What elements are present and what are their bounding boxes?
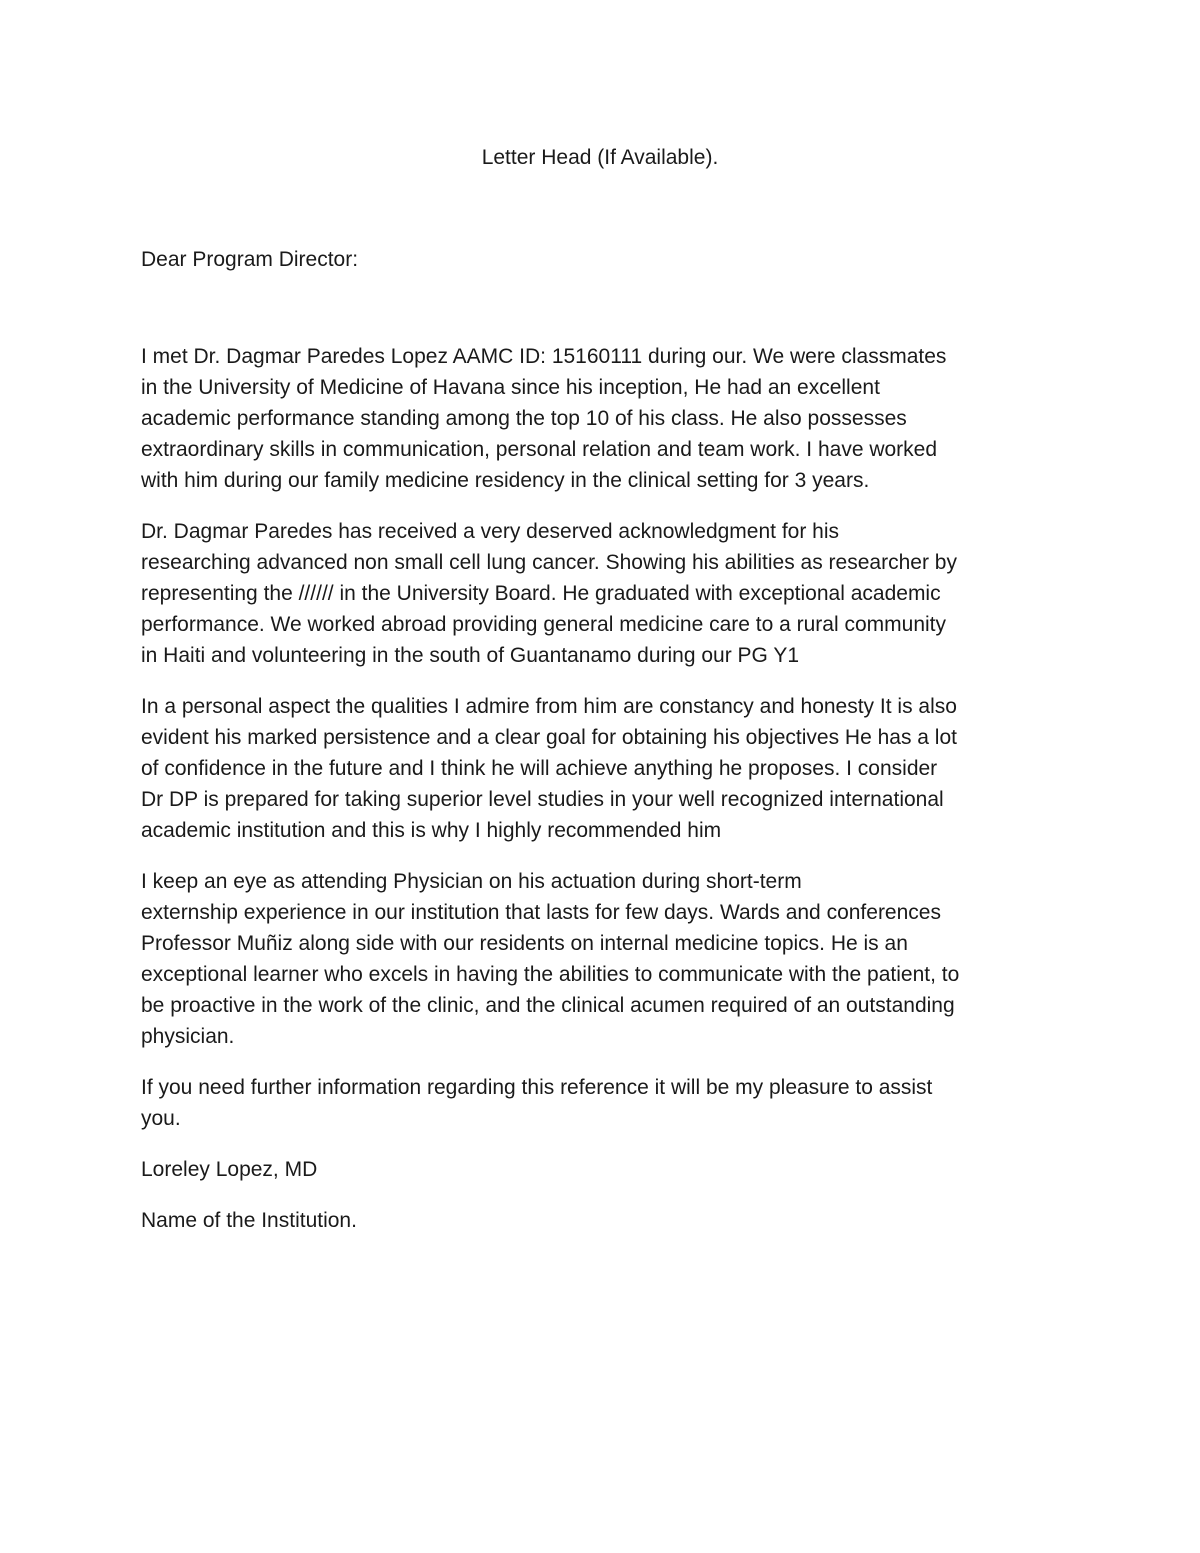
text-line: I met Dr. Dagmar Paredes Lopez AAMC ID: 15160111 during our. We were classmates <box>141 345 947 368</box>
paragraph-externship <box>141 866 1071 1052</box>
text-line: extraordinary skills in communication, personal relation and team work. I have worked <box>141 438 938 461</box>
text-line: representing the ////// in the University Board. He graduated with exceptional academic <box>141 582 941 605</box>
text-line: performance. We worked abroad providing general medicine care to a rural community <box>141 613 947 636</box>
paragraph-closing <box>141 1072 1071 1134</box>
text-line: externship experience in our institution that lasts for few days. Wards and conferences <box>141 901 941 924</box>
salutation: Dear Program Director: <box>141 248 359 271</box>
text-line: If you need further information regarding this reference it will be my pleasure to assist <box>141 1076 933 1099</box>
text-line: evident his marked persistence and a clear goal for obtaining his objectives He has a lot <box>141 726 957 749</box>
text-line: with him during our family medicine residency in the clinical setting for 3 years. <box>141 469 870 492</box>
text-line: physician. <box>141 1025 235 1048</box>
institution-name <box>141 1205 1071 1236</box>
text-line: you. <box>141 1107 181 1130</box>
paragraph-introduction <box>141 341 1071 496</box>
text-line: Professor Muñiz along side with our residents on internal medicine topics. He is an <box>141 932 908 955</box>
text-line: Dr DP is prepared for taking superior level studies in your well recognized international <box>141 788 944 811</box>
text-line: academic performance standing among the top 10 of his class. He also possesses <box>141 407 907 430</box>
text-line: of confidence in the future and I think he will achieve anything he proposes. I consider <box>141 757 938 780</box>
text-line: Dr. Dagmar Paredes has received a very deserved acknowledgment for his <box>141 520 840 543</box>
text-line: in Haiti and volunteering in the south of Guantanamo during our PG Y1 <box>141 644 800 667</box>
text-line: Loreley Lopez, MD <box>141 1158 318 1181</box>
text-line: exceptional learner who excels in having the abilities to communicate with the patient, to <box>141 963 960 986</box>
text-line: researching advanced non small cell lung cancer. Showing his abilities as researcher by <box>141 551 957 574</box>
paragraph-research <box>141 516 1071 671</box>
text-line: in the University of Medicine of Havana since his inception, He had an excellent <box>141 376 880 399</box>
text-line: academic institution and this is why I highly recommended him <box>141 819 722 842</box>
signature-name <box>141 1154 1071 1185</box>
letter-body <box>141 341 1071 1256</box>
text-line: be proactive in the work of the clinic, and the clinical acumen required of an outstanding <box>141 994 955 1017</box>
text-line: I keep an eye as attending Physician on his actuation during short-term <box>141 870 802 893</box>
paragraph-personal <box>141 691 1071 846</box>
text-line: Name of the Institution. <box>141 1209 357 1232</box>
letterhead-placeholder: Letter Head (If Available). <box>481 146 719 169</box>
text-line: In a personal aspect the qualities I admire from him are constancy and honesty It is also <box>141 695 957 718</box>
